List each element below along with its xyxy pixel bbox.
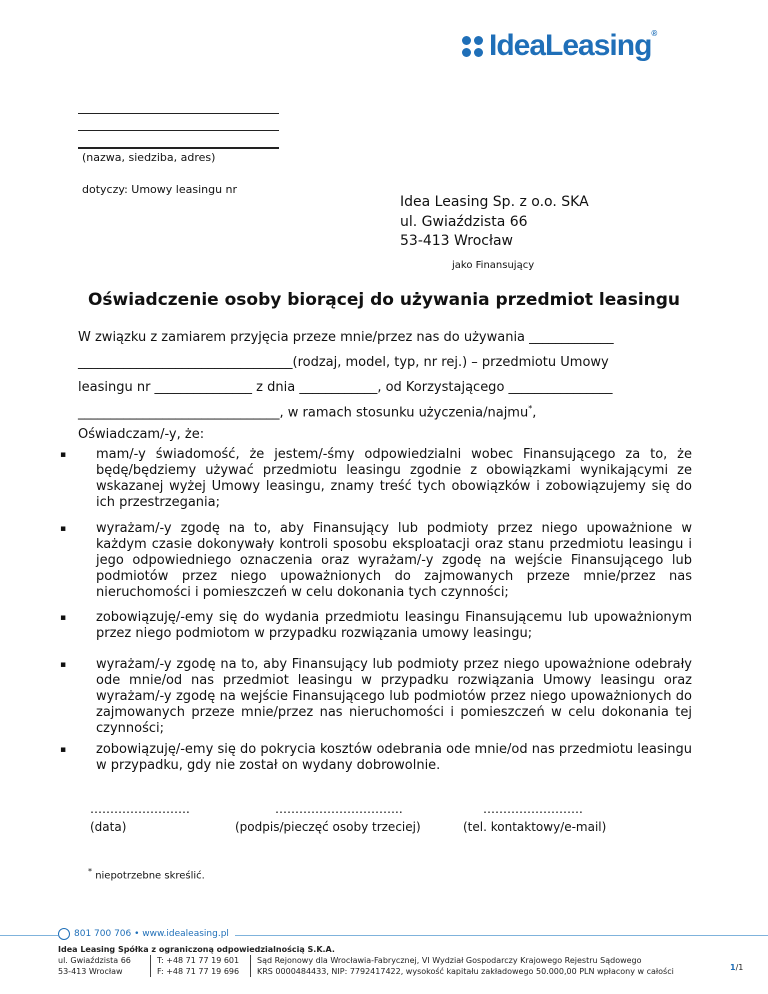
page-number: 1/1 — [730, 963, 744, 972]
footer-company: Idea Leasing Spółka z ograniczoną odpowiedzialnością S.K.A. — [58, 945, 335, 954]
logo-dots-icon — [462, 36, 483, 57]
footer-phone: T: +48 71 77 19 601 F: +48 71 77 19 696 — [150, 955, 239, 977]
intro-line-4: _______________________________, w ramach stosunku użyczenia/najmu*, — [78, 404, 537, 421]
company-logo — [462, 30, 656, 62]
footer-contact: 801 700 706 • www.idealeasing.pl — [58, 928, 235, 940]
signature-dots: ………………………….. — [275, 802, 403, 816]
logo-text: IdeaLeasing® — [489, 29, 657, 62]
lessor-address — [400, 193, 589, 252]
lessor-name: Idea Leasing Sp. z o.o. SKA — [400, 194, 589, 210]
lessor-street: ul. Gwiaździsta 66 — [400, 213, 528, 230]
phone-icon — [58, 928, 70, 940]
lessor-city: 53-413 Wrocław — [400, 233, 513, 249]
date-label: (data) — [90, 820, 127, 834]
bullet-icon: ▪ — [60, 450, 67, 460]
bullet-text-2: wyrażam/-y zgodę na to, aby Finansujący lub podmioty przez niego upoważnione w każdym czasie dokonywały kontroli sposobu eksploatacji oraz stanu przedmiotu leasingu i jego odpowiedniego oznaczenia oraz wyrażam/-y zgodę na wejście Finansującego lub podmiotów przez niego upoważnionych do zajmowanych przeze mnie/przez nas nieruchomości i pomieszczeń w celu dokonania tych czynności; — [96, 521, 692, 600]
bullet-text-5: zobowiązuję/-emy się do pokrycia kosztów odebrania ode mnie/od nas przedmiotu leasingu w przypadku, gdy nie został on wydany dobrowolnie. — [96, 742, 692, 773]
document-title: Oświadczenie osoby biorącej do używania przedmiot leasingu — [87, 290, 681, 310]
subject-line: dotyczy: Umowy leasingu nr — [82, 183, 238, 196]
bullet-icon: ▪ — [60, 613, 67, 623]
signature-label: (podpis/pieczęć osoby trzeciej) — [235, 820, 421, 834]
footnote: * niepotrzebne skreślić. — [88, 867, 205, 882]
bullet-text-4: wyrażam/-y zgodę na to, aby Finansujący lub podmioty przez niego upoważnione odebrały ode mnie/od nas przedmiot leasingu w przypadku rozwiązania Umowy leasingu oraz wyrażam/-y zgodę na wejście Finansującego lub podmiotów przez niego upoważnionych do zajmowanych przeze mnie/przez nas nieruchomości i pomieszczeń w celu dokonania tej czynności; — [96, 657, 692, 736]
recipient-line-1 — [78, 113, 279, 114]
intro-line-1: W związku z zamiarem przyjęcia przeze mnie/przez nas do używania _____________ — [78, 330, 614, 345]
declare-line: Oświadczam/-y, że: — [78, 427, 205, 442]
bullet-text-3: zobowiązuję/-emy się do wydania przedmiotu leasingu Finansującemu lub upoważnionym przez niego podmiotom w przypadku rozwiązania umowy leasingu; — [96, 610, 692, 641]
recipient-caption: (nazwa, siedziba, adres) — [82, 151, 216, 164]
bullet-icon: ▪ — [60, 524, 67, 534]
date-dots: ……………………. — [90, 802, 190, 816]
footer-address: ul. Gwiaździsta 66 53-413 Wrocław — [58, 956, 131, 976]
bullet-text-1: mam/-y świadomość, że jestem/-śmy odpowiedzialni wobec Finansującego za to, że będę/będziemy używać przedmiotu leasingu zgodnie z obowiązkami wynikającymi ze wskazanej wyżej Umowy leasingu, znamy treść tych obowiązków i zobowiązujemy się do ich przestrzegania; — [96, 447, 692, 510]
intro-line-2: _________________________________(rodzaj, model, typ, nr rej.) – przedmiotu Umowy — [78, 355, 609, 370]
phone-label: (tel. kontaktowy/e-mail) — [463, 820, 607, 834]
lessor-role: jako Finansujący — [452, 260, 535, 271]
phone-dots: ……………………. — [483, 802, 583, 816]
recipient-line-3 — [78, 147, 279, 149]
intro-line-3: leasingu nr _______________ z dnia ____________, od Korzystającego ________________ — [78, 380, 613, 395]
footer-registry: Sąd Rejonowy dla Wrocławia-Fabrycznej, VI Wydział Gospodarczy Krajowego Rejestru Sądowego KRS 0000484433, NIP: 7792417422, wysokość kapitału zakładowego 50.000,00 PLN wpłacony w całości — [250, 955, 674, 977]
bullet-icon: ▪ — [60, 745, 67, 755]
recipient-line-2 — [78, 130, 279, 131]
bullet-icon: ▪ — [60, 660, 67, 670]
